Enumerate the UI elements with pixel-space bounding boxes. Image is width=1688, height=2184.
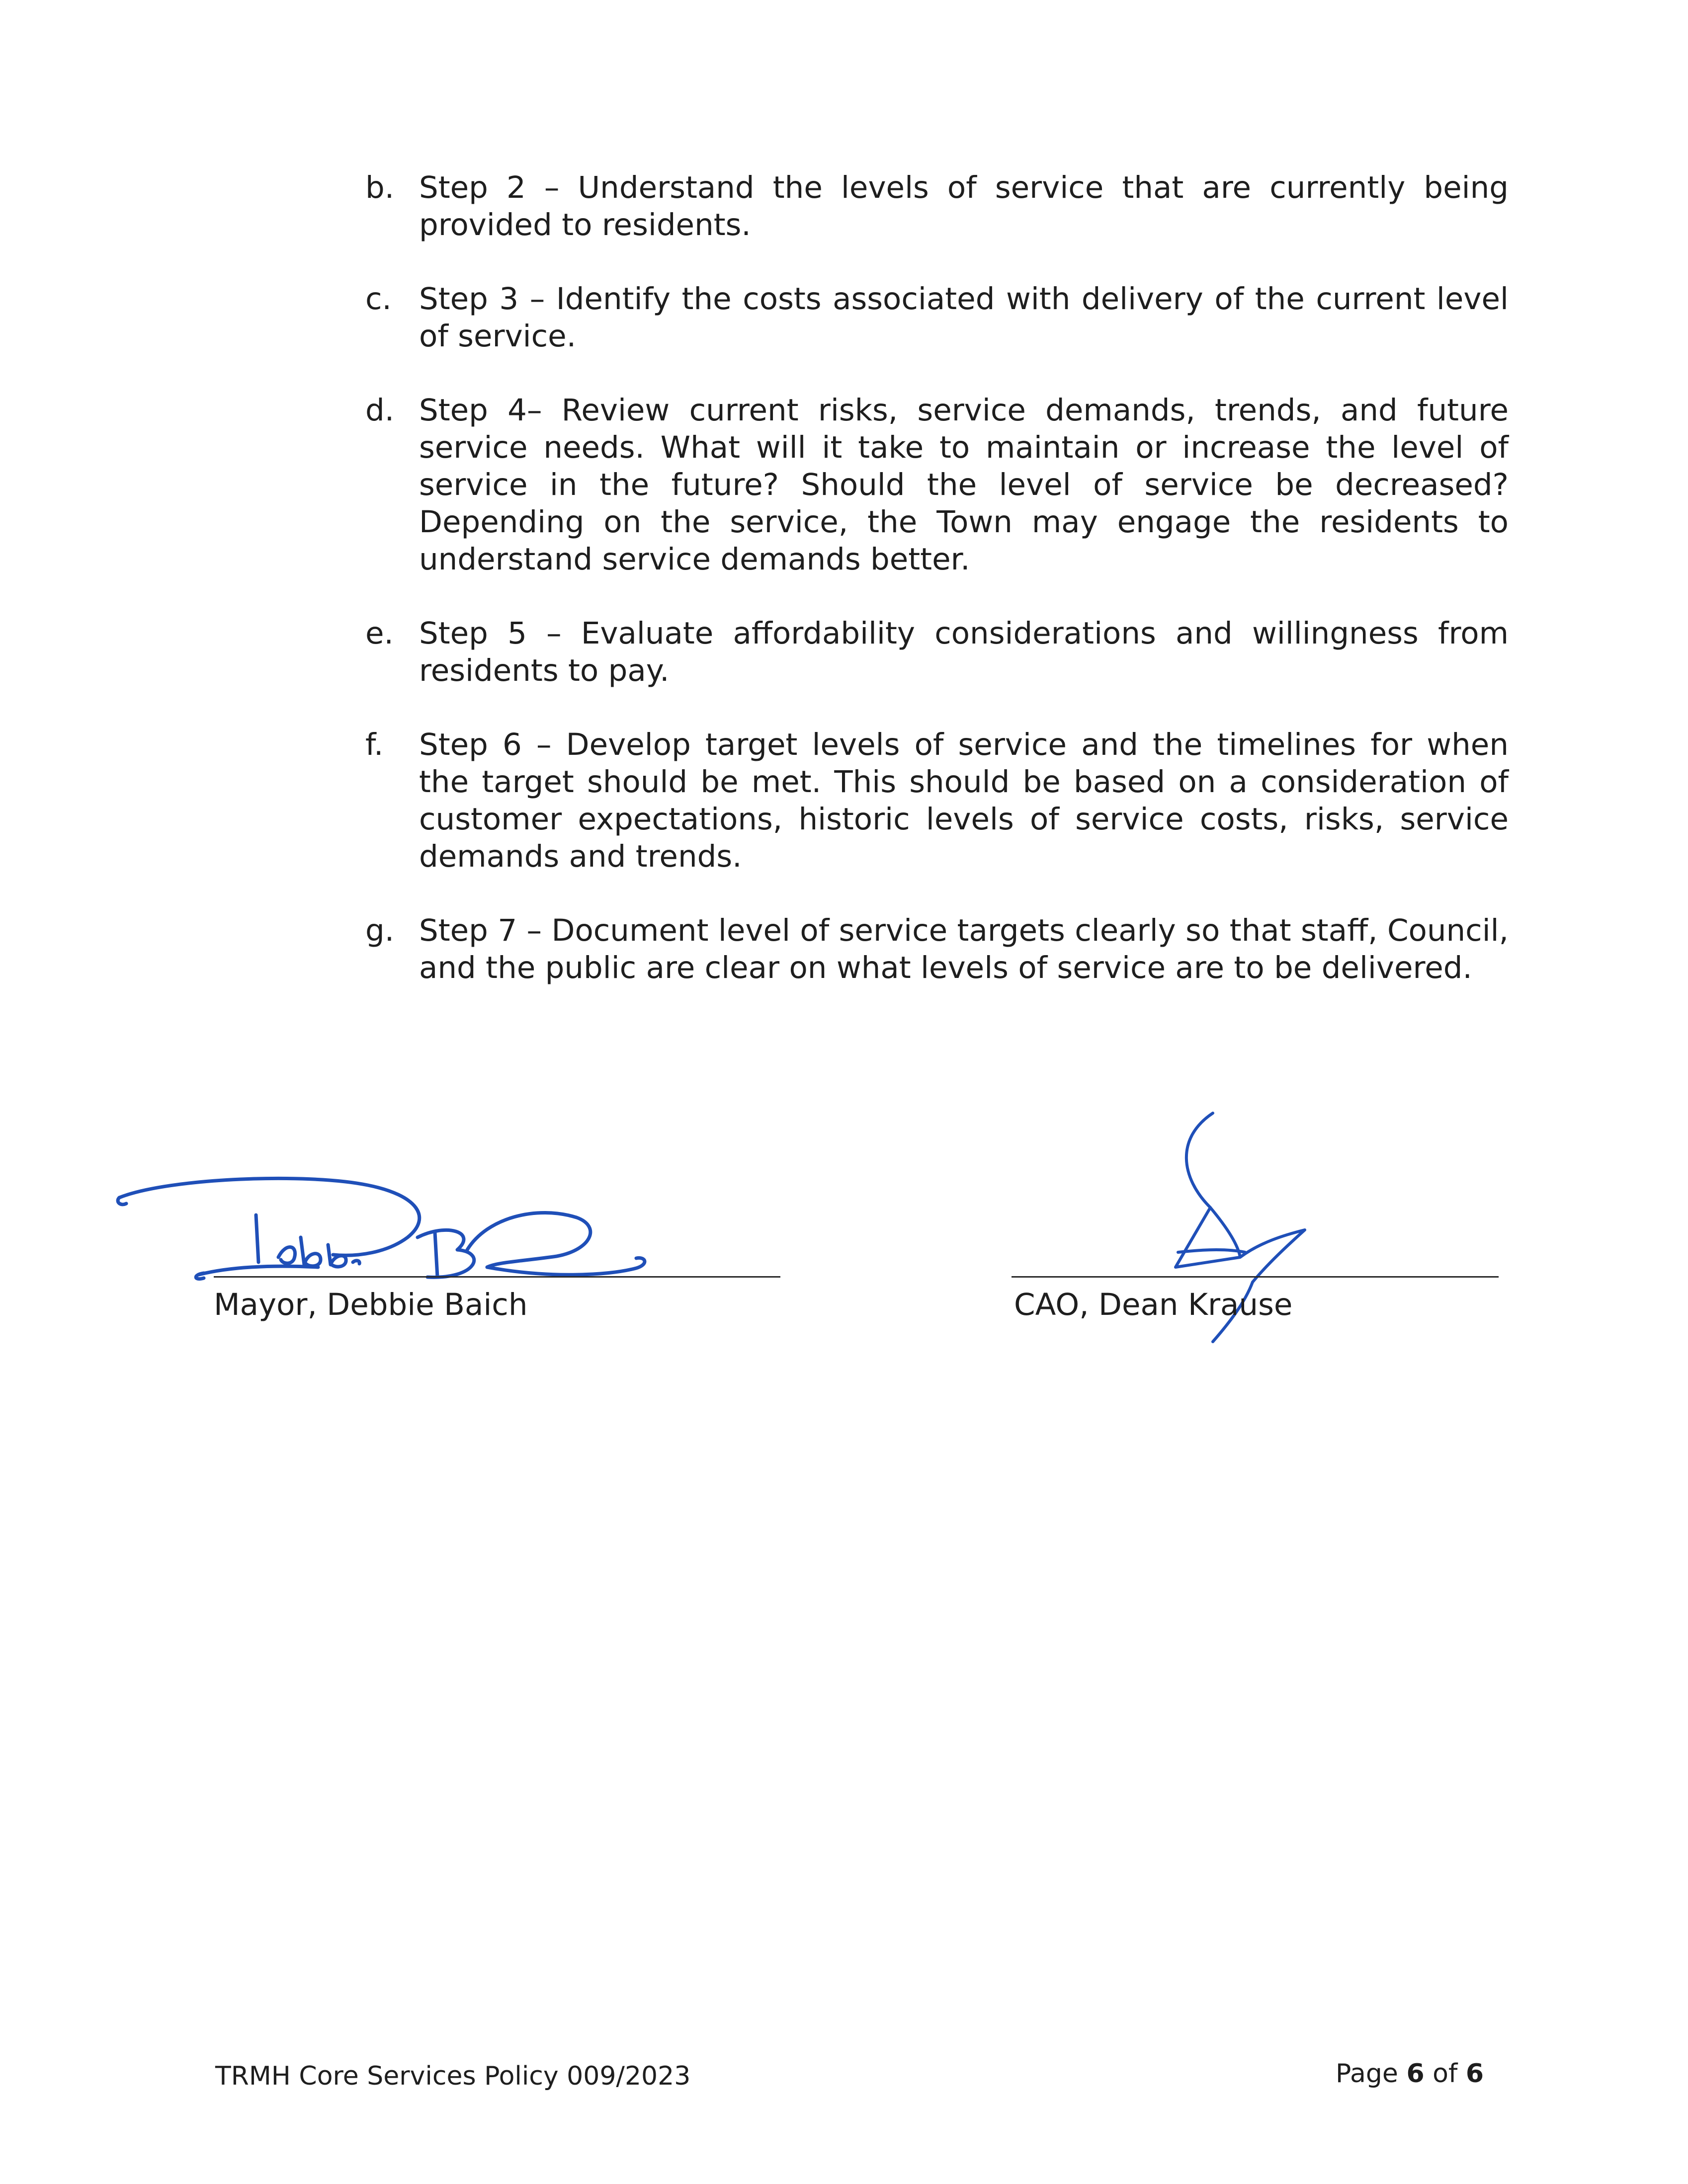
steps-list xyxy=(365,169,1509,1023)
step-text: Step 4– Review current risks, service demands, trends, and future service needs. What will it take to maintain or increase the level of service in the future? Should the level of service be decreased? Depending on the service, the Town may engage the residents to understand service demands better. xyxy=(419,393,1509,577)
step-item-d xyxy=(365,392,1509,578)
step-text: Step 6 – Develop target levels of service and the timelines for when the target should be met. This should be based on a consideration of customer expectations, historic levels of service costs, risks, service demands and trends. xyxy=(419,727,1509,874)
step-letter: f. xyxy=(365,727,384,762)
step-text: Step 3 – Identify the costs associated with delivery of the current level of service. xyxy=(419,281,1509,354)
cao-signature-line xyxy=(1012,1276,1499,1278)
step-text: Step 2 – Understand the levels of service that are currently being provided to residents. xyxy=(419,170,1509,243)
step-item-e xyxy=(365,615,1509,689)
footer-policy-name: TRMH Core Services Policy 009/2023 xyxy=(215,2061,691,2091)
mayor-signature-icon xyxy=(109,1163,666,1292)
page-of: of xyxy=(1433,2059,1458,2089)
step-item-f xyxy=(365,726,1509,875)
cao-caption: CAO, Dean Krause xyxy=(1014,1287,1293,1322)
step-letter: b. xyxy=(365,170,395,205)
step-item-c xyxy=(365,280,1509,355)
step-text: Step 7 – Document level of service targets clearly so that staff, Council, and the public are clear on what levels of service are to be delivered. xyxy=(419,913,1509,985)
step-text: Step 5 – Evaluate affordability considerations and willingness from residents to pay. xyxy=(419,616,1509,688)
cao-signature-icon xyxy=(1146,1103,1345,1381)
mayor-signature-block xyxy=(214,1163,780,1332)
step-letter: g. xyxy=(365,913,395,948)
step-letter: c. xyxy=(365,281,392,317)
step-letter: d. xyxy=(365,393,395,428)
mayor-caption: Mayor, Debbie Baich xyxy=(214,1287,528,1322)
footer-page-number xyxy=(1243,2057,1484,2090)
page-prefix: Page xyxy=(1336,2059,1398,2089)
step-item-b xyxy=(365,169,1509,243)
mayor-signature-line xyxy=(214,1276,780,1278)
page-current: 6 xyxy=(1406,2059,1425,2089)
step-item-g xyxy=(365,912,1509,986)
step-letter: e. xyxy=(365,616,394,651)
page-total: 6 xyxy=(1465,2059,1484,2089)
cao-signature-block xyxy=(1012,1163,1499,1332)
